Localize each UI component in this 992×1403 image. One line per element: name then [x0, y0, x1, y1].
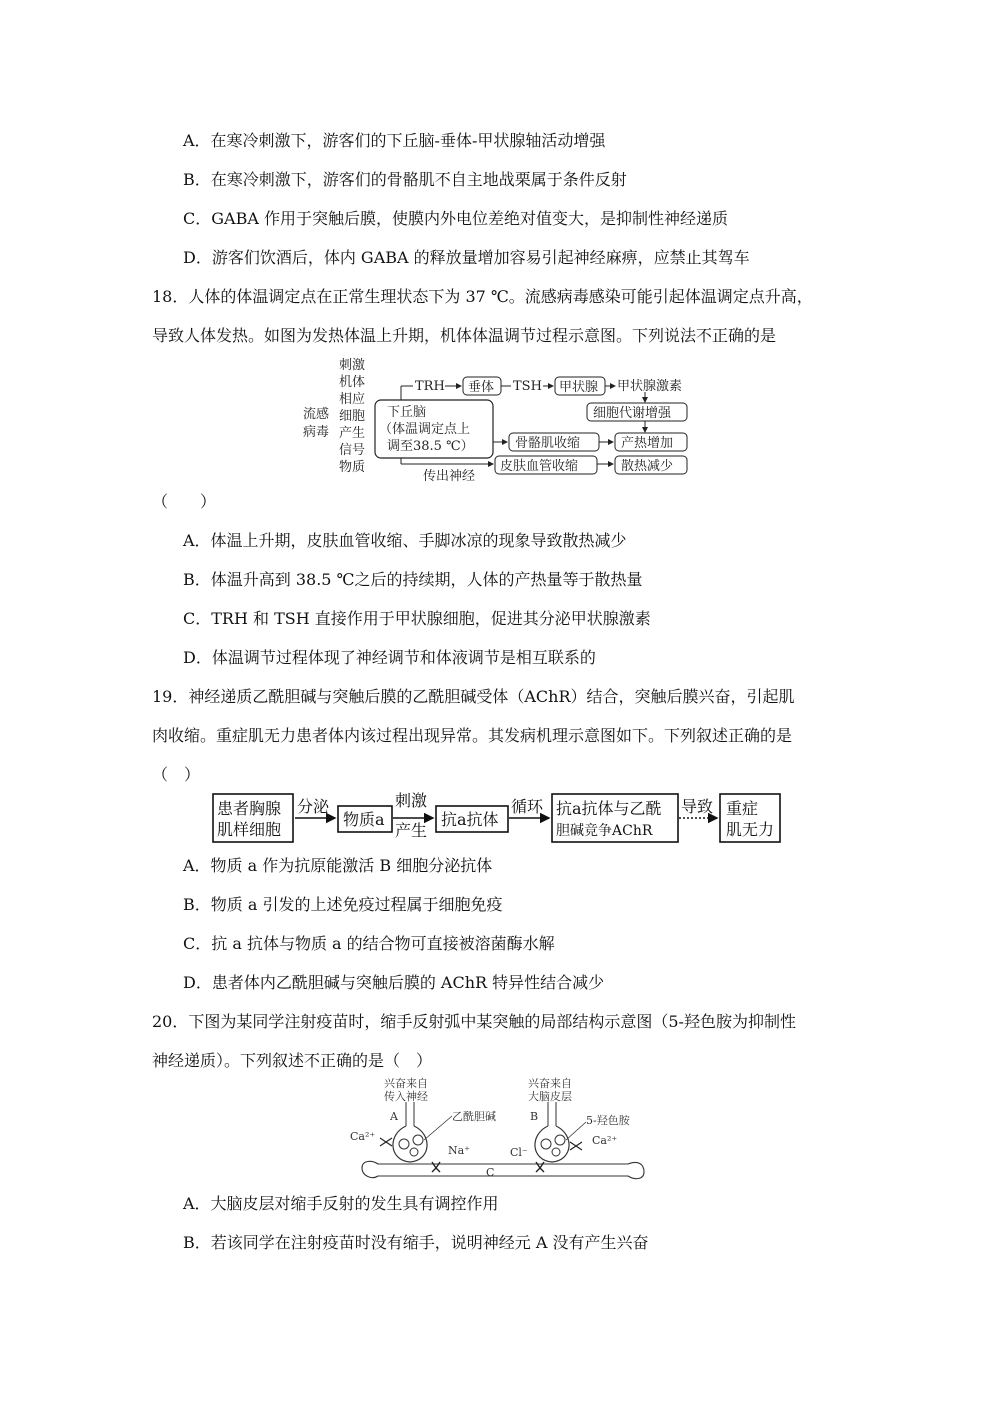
arrow1-label: 分泌	[297, 797, 330, 816]
hypothalamus-1: 下丘脑	[387, 405, 427, 420]
heat-loss-label: 散热减少	[621, 459, 674, 474]
arrow4-label: 导致	[681, 797, 714, 816]
box3-label: 抗a抗体	[441, 810, 499, 829]
box2-label: 物质a	[343, 810, 385, 829]
arrow2-label-1: 刺激	[395, 791, 428, 810]
q20-option-b: B．若该同学在注射疫苗时没有缩手，说明神经元 A 没有产生兴奋	[183, 1233, 649, 1252]
q19-option-d: D．患者体内乙酰胆碱与突触后膜的 AChR 特异性结合减少	[183, 973, 605, 992]
ach-label: 乙酰胆碱	[452, 1110, 496, 1123]
signal-6: 信号	[339, 443, 366, 458]
q17-option-a: A．在寒冷刺激下，游客们的下丘脑-垂体-甲状腺轴活动增强	[183, 131, 606, 150]
q18-stem-line1: 18．人体的体温调定点在正常生理状态下为 37 ℃。流感病毒感染可能引起体温调定点升高，	[152, 287, 813, 306]
q19-diagram	[205, 788, 795, 848]
q19-option-a: A．物质 a 作为抗原能激活 B 细胞分泌抗体	[183, 856, 493, 875]
q19-option-b: B．物质 a 引发的上述免疫过程属于细胞免疫	[183, 895, 503, 914]
hypothalamus-2: （体温调定点上	[379, 422, 471, 437]
na-label: Na⁺	[448, 1144, 470, 1157]
q18-diagram	[295, 352, 715, 482]
hypothalamus-3: 调至38.5 ℃）	[387, 439, 474, 454]
left-top-1: 兴奋来自	[384, 1077, 428, 1090]
ca-left-label: Ca²⁺	[350, 1130, 376, 1143]
virus-label-1: 流感	[303, 407, 330, 422]
q19-stem-line1: 19．神经递质乙酰胆碱与突触后膜的乙酰胆碱受体（AChR）结合，突触后膜兴奋，引起肌	[152, 687, 795, 706]
q17-option-d: D．游客们饮酒后，体内 GABA 的释放量增加容易引起神经麻痹，应禁止其驾车	[183, 248, 750, 267]
box1-line2: 肌样细胞	[217, 820, 282, 839]
serotonin-label: 5-羟色胺	[586, 1114, 630, 1127]
box1-line1: 患者胸腺	[217, 799, 282, 818]
q18-option-d: D．体温调节过程体现了神经调节和体液调节是相互联系的	[183, 648, 596, 667]
q17-option-c: C．GABA 作用于突触后膜，使膜内外电位差绝对值变大，是抑制性神经递质	[183, 209, 728, 228]
signal-7: 物质	[339, 460, 366, 475]
q20-option-a: A．大脑皮层对缩手反射的发生具有调控作用	[183, 1194, 499, 1213]
ca-right-label: Ca²⁺	[592, 1134, 618, 1147]
label-c: C	[486, 1166, 495, 1179]
metabolism-label: 细胞代谢增强	[593, 406, 672, 421]
thyroid-hormone-label: 甲状腺激素	[617, 379, 683, 394]
label-a: A	[390, 1110, 398, 1123]
box5-line2: 肌无力	[726, 820, 775, 839]
signal-2: 机体	[339, 375, 366, 390]
label-b: B	[530, 1110, 539, 1123]
q20-stem-line2: 神经递质）。下列叙述不正确的是（ ）	[152, 1051, 433, 1070]
box4-line2: 胆碱竞争AChR	[556, 823, 653, 839]
q18-bracket: （ ）	[152, 492, 217, 511]
heat-prod-label: 产热增加	[621, 436, 674, 451]
virus-label-2: 病毒	[303, 425, 330, 440]
signal-1: 刺激	[339, 358, 366, 373]
signal-4: 细胞	[339, 409, 366, 424]
q17-option-b: B．在寒冷刺激下，游客们的骨骼肌不自主地战栗属于条件反射	[183, 170, 627, 189]
skin-label: 皮肤血管收缩	[500, 459, 579, 474]
signal-5: 产生	[339, 426, 366, 441]
q20-diagram	[348, 1076, 658, 1184]
q18-option-c: C．TRH 和 TSH 直接作用于甲状腺细胞，促进其分泌甲状腺激素	[183, 609, 651, 628]
q20-stem-line1: 20．下图为某同学注射疫苗时，缩手反射弧中某突触的局部结构示意图（5-羟色胺为抑制性	[152, 1012, 796, 1031]
muscle-label: 骨骼肌收缩	[515, 436, 581, 451]
pituitary-label: 垂体	[468, 380, 495, 395]
tsh-label: TSH	[513, 379, 542, 394]
q18-option-a: A．体温上升期，皮肤血管收缩、手脚冰凉的现象导致散热减少	[183, 531, 627, 550]
box5-line1: 重症	[726, 799, 759, 818]
q18-stem-line2: 导致人体发热。如图为发热体温上升期，机体体温调节过程示意图。下列说法不正确的是	[152, 326, 777, 345]
signal-3: 相应	[339, 392, 366, 407]
q19-stem-line2: 肉收缩。重症肌无力患者体内该过程出现异常。其发病机理示意图如下。下列叙述正确的是	[152, 726, 793, 745]
trh-label: TRH	[415, 379, 445, 394]
q18-option-b: B．体温升高到 38.5 ℃之后的持续期，人体的产热量等于散热量	[183, 570, 643, 589]
arrow2-label-2: 产生	[395, 821, 428, 840]
box4-line1: 抗a抗体与乙酰	[556, 799, 662, 818]
thyroid-label: 甲状腺	[559, 380, 599, 395]
cl-label: Cl⁻	[510, 1146, 528, 1159]
arrow3-label: 循环	[511, 797, 544, 816]
q19-option-c: C．抗 a 抗体与物质 a 的结合物可直接被溶菌酶水解	[183, 934, 555, 953]
q19-bracket: （ ）	[152, 765, 201, 784]
right-top-1: 兴奋来自	[528, 1077, 572, 1090]
nerve-label: 传出神经	[423, 469, 476, 482]
right-top-2: 大脑皮层	[528, 1090, 572, 1103]
left-top-2: 传入神经	[384, 1090, 428, 1103]
